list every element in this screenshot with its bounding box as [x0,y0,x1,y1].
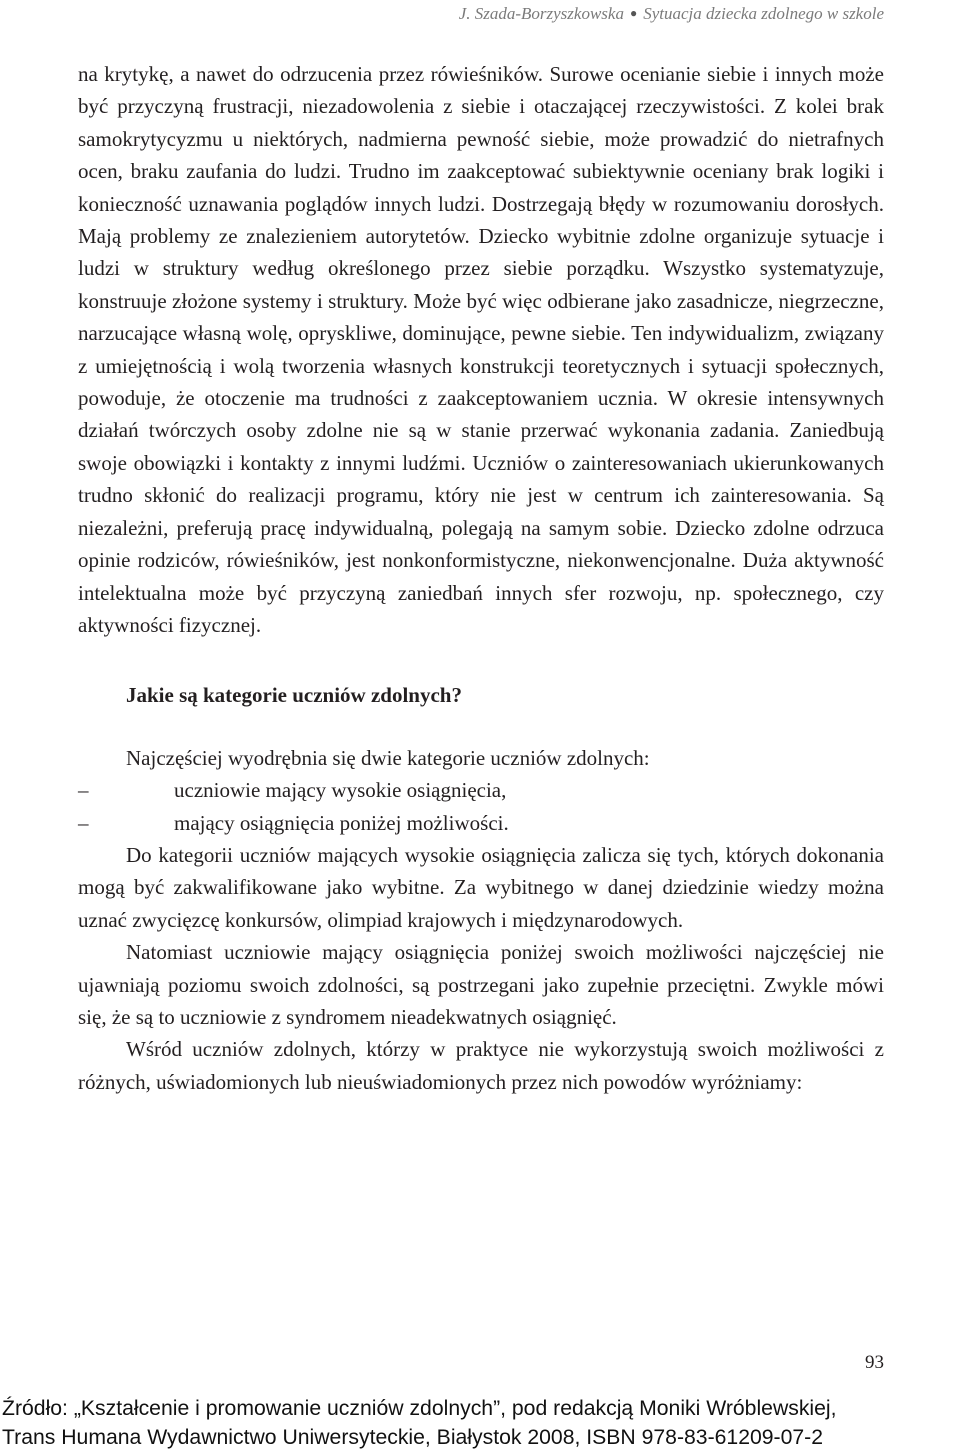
paragraph-continuation: na krytykę, a nawet do odrzucenia przez rówieśników. Surowe ocenianie siebie i innych może być przyczyną frustracji, niezadowolenia z siebie i otaczającej rzeczywistości. Z kolei brak samokrytycyzmu u niektórych, nadmierna pewność siebie, może prowadzić do nietrafnych ocen, braku zaufania do ludzi. Trudno im zaakceptować subiektywnie oceniany brak logiki i konieczność uznawania poglądów innych ludzi. Dostrzegają błędy w rozumowaniu dorosłych. Mają problemy ze znalezieniem autorytetów. Dziecko wybitnie zdolne organizuje sytuacje i ludzi w struktury według określonego przez siebie porządku. Wszystko systematyzuje, konstruuje złożone systemy i struktury. Może być więc odbierane jako zasadnicze, niegrzeczne, narzucające własną wolę, opryskliwe, dominujące, pewne siebie. Ten indywidualizm, związany z umiejętnością i wolą tworzenia własnych konstrukcji teoretycznych i sytuacji społecznych, powoduje, że otoczenie ma trudności z zaakceptowaniem ucznia. W okresie intensywnych działań twórczych osoby zdolne nie są w stanie przerwać wykonania zadania. Zaniedbują swoje obowiązki i kontakty z innymi ludźmi. Uczniów o zainteresowaniach ukierunkowanych trudno skłonić do realizacji programu, który nie jest w centrum ich zainteresowania. Są niezależni, preferują pracę indywidualną, polegają na samym sobie. Dziecko zdolne odrzuca opinie rodziców, rówieśników, jest nonkonformistyczne, niekonwencjonalne. Duża aktywność intelektualna może być przyczyną zaniedbań innych sfer rozwoju, np. społecznego, czy aktywności fizycznej. [78,62,884,637]
source-line-1: Źródło: „Kształcenie i promowanie uczniów zdolnych”, pod redakcją Moniki Wróblewskiej, [2,1397,837,1420]
paragraph-high-achievers: Do kategorii uczniów mających wysokie osiągnięcia zalicza się tych, których dokonania mogą być zakwalifikowane jako wybitne. Za wybitnego w danej dziedzinie wiedzy można uznać zwycięzcę konkursów, olimpiad krajowych i międzynarodowych. [78,842,884,932]
list-item-text: uczniowie mający wysokie osiągnięcia, [174,778,507,803]
header-title: Sytuacja dziecka zdolnego w szkole [643,4,884,23]
paragraph-categories-intro: Najczęściej wyodrębnia się dwie kategorie uczniów zdolnych: [126,745,650,770]
section-heading: Jakie są kategorie uczniów zdolnych? [126,683,462,708]
list-dash: – [78,778,89,803]
source-line-2: Trans Humana Wydawnictwo Uniwersyteckie, Białystok 2008, ISBN 978-83-61209-07-2 [2,1426,824,1449]
body-text [78,58,884,1098]
list-item [78,807,884,839]
header-author: J. Szada-Borzyszkowska [458,4,624,23]
paragraph-underachievers: Natomiast uczniowie mający osiągnięcia poniżej swoich możliwości najczęściej nie ujawniają poziomu swoich zdolności, są postrzegani jako zupełnie przeciętni. Zwykle mówi się, że są to uczniowie z syndromem nieadekwatnych osiągnięć. [78,940,884,1029]
list-item [78,774,884,806]
list-dash: – [78,810,89,835]
page-number: 93 [865,1352,884,1373]
source-citation [2,1394,958,1452]
list-item-text: mający osiągnięcia poniżej możliwości. [174,810,509,835]
running-header [459,4,884,24]
paragraph-distinguish: Wśród uczniów zdolnych, którzy w praktyce nie wykorzystują swoich możliwości z różnych, uświadomionych lub nieuświadomionych przez nich powodów wyróżniamy: [78,1037,884,1094]
header-separator-dot: ● [629,6,638,20]
